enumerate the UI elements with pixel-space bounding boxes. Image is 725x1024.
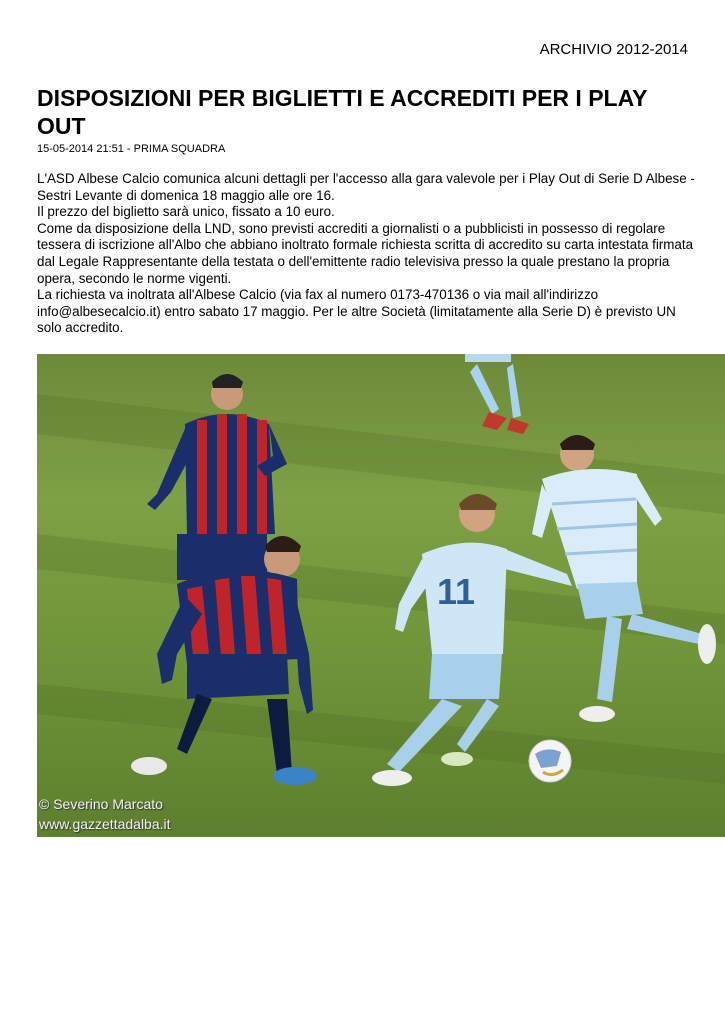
paragraph-accreditation: Come da disposizione della LND, sono previsti accrediti a giornalisti o a pubblicisti in possesso di regolare tessera di iscrizione all'Albo che abbiano inoltrato formale richiesta scritta di accredito su carta intestata firmata dal Legale Rappresentante della testata o dell'emittente radio televisiva presso la quale prestano la propria opera, secondo le norme vigenti. <box>37 220 694 286</box>
paragraph-price: Il prezzo del biglietto sarà unico, fissato a 10 euro. <box>37 204 335 220</box>
player-red-blue-back <box>147 374 287 580</box>
soccer-ball <box>529 740 571 782</box>
photo-credit-site: www.gazzettadalba.it <box>39 816 171 832</box>
photo-credit-author: © Severino Marcato <box>39 796 163 812</box>
match-photo-illustration <box>37 354 725 837</box>
svg-text:11: 11 <box>437 571 476 612</box>
article-body <box>37 171 697 337</box>
article-meta: 15-05-2014 21:51 - PRIMA SQUADRA <box>37 143 226 155</box>
paragraph-request: La richiesta va inoltrata all'Albese Calcio (via fax al numero 0173-470136 o via mail all'indirizzo info@albesecalcio.it) entro sabato 17 maggio. Per le altre Società (limitatamente alla Serie D) è previsto UN solo accredito. <box>37 287 676 336</box>
archive-label: ARCHIVIO 2012-2014 <box>539 41 688 58</box>
paragraph-intro: L'ASD Albese Calcio comunica alcuni dettagli per l'accesso alla gara valevole per i Play Out di Serie D Albese - Sestri Levante di domenica 18 maggio alle ore 16. <box>37 171 695 203</box>
background-player <box>465 354 529 434</box>
match-photo <box>37 354 725 837</box>
article-title: DISPOSIZIONI PER BIGLIETTI E ACCREDITI PER I PLAY OUT <box>37 85 648 139</box>
